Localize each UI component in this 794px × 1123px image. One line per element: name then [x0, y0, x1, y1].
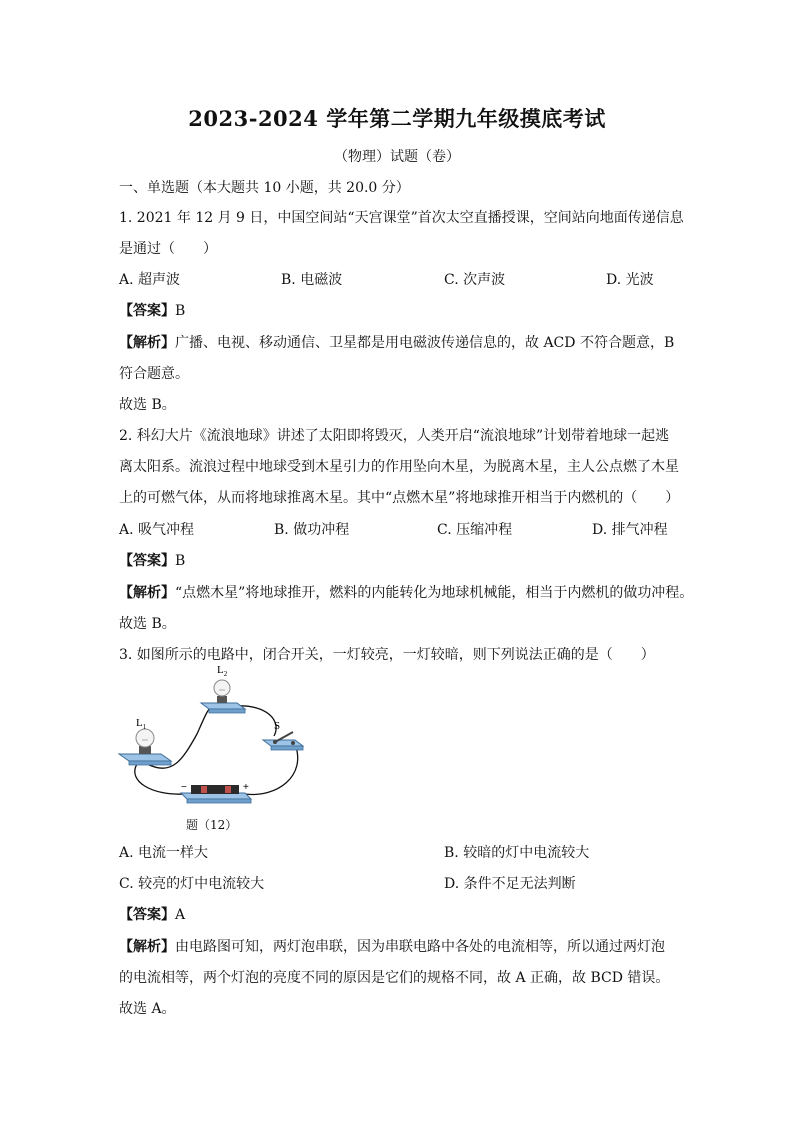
figure-caption: 题（12） [186, 818, 238, 832]
wire-switch-to-battery [245, 744, 298, 794]
q1-stem-line1: 1. 2021 年 12 月 9 日，中国空间站“天宫课堂”首次太空直播授课，空间站向地面传递信息 [119, 210, 684, 226]
label-l2: $L_2$ [217, 666, 228, 678]
battery-minus: − [181, 782, 187, 793]
answer-tag: 【答案】 [119, 303, 175, 319]
answer-tag: 【答案】 [119, 907, 175, 923]
circuit-diagram [117, 666, 307, 816]
q2-option-a: A. 吸气冲程 [119, 522, 195, 538]
q3-option-c: C. 较亮的灯中电流较大 [119, 876, 265, 892]
q1-stem-line2: 是通过（ ） [119, 241, 217, 257]
q2-analysis-line1 [119, 582, 693, 602]
answer-value: A [175, 907, 186, 923]
switch-s [263, 732, 303, 750]
analysis-text: “点燃木星”将地球推开，燃料的内能转化为地球机械能，相当于内燃机的做功冲程。 [175, 585, 694, 601]
q1-conclusion: 故选 B。 [119, 397, 176, 413]
q2-stem-line1: 2. 科幻大片《流浪地球》讲述了太阳即将毁灭，人类开启“流浪地球”计划带着地球一起逃 [119, 428, 670, 444]
answer-value: B [175, 303, 186, 319]
q1-option-b: B. 电磁波 [281, 272, 343, 288]
q3-answer [119, 904, 185, 924]
analysis-tag: 【解析】 [119, 335, 175, 351]
battery-plus: + [243, 782, 249, 793]
q3-stem-line1: 3. 如图所示的电路中，闭合开关，一灯较亮，一灯较暗，则下列说法正确的是（ ） [119, 647, 655, 663]
battery [181, 785, 251, 803]
q3-option-d: D. 条件不足无法判断 [444, 876, 576, 892]
analysis-tag: 【解析】 [119, 939, 175, 955]
q1-analysis-line1 [119, 332, 674, 352]
q1-analysis-line2: 符合题意。 [119, 366, 189, 382]
q3-conclusion: 故选 A。 [119, 1001, 176, 1017]
q2-stem-line2: 离太阳系。流浪过程中地球受到木星引力的作用坠向木星，为脱离木星，主人公点燃了木星 [119, 459, 679, 475]
label-l1: $L_1$ [136, 717, 147, 731]
page-subtitle: （物理）试题（卷） [334, 149, 460, 165]
q2-conclusion: 故选 B。 [119, 616, 176, 632]
q1-answer [119, 300, 185, 320]
label-s: S [274, 720, 281, 732]
section-heading: 一、单选题（本大题共 10 小题，共 20.0 分） [119, 180, 410, 196]
circuit-figure [117, 666, 307, 836]
q3-analysis-line1 [119, 936, 665, 956]
analysis-text: 广播、电视、移动通信、卫星都是用电磁波传递信息的，故 ACD 不符合题意，B [175, 335, 675, 351]
q2-option-c: C. 压缩冲程 [437, 522, 513, 538]
analysis-tag: 【解析】 [119, 585, 175, 601]
q2-stem-line3: 上的可燃气体，从而将地球推离木星。其中“点燃木星”将地球推开相当于内燃机的（ ） [119, 490, 680, 506]
answer-tag: 【答案】 [119, 553, 175, 569]
q1-option-c: C. 次声波 [444, 272, 506, 288]
lamp-l2 [201, 680, 245, 713]
page-title: 2023-2024 学年第二学期九年级摸底考试 [188, 106, 606, 131]
q1-option-a: A. 超声波 [119, 272, 181, 288]
q3-option-b: B. 较暗的灯中电流较大 [444, 845, 590, 861]
q3-option-a: A. 电流一样大 [119, 845, 209, 861]
q2-answer [119, 550, 185, 570]
q3-analysis-line2: 的电流相等，两个灯泡的亮度不同的原因是它们的规格不同，故 A 正确，故 BCD 错误。 [119, 970, 670, 986]
lamp-l1 [119, 729, 171, 765]
q1-option-d: D. 光波 [606, 272, 654, 288]
q2-option-d: D. 排气冲程 [592, 522, 668, 538]
analysis-text: 由电路图可知，两灯泡串联，因为串联电路中各处的电流相等，所以通过两灯泡 [175, 939, 665, 955]
answer-value: B [175, 553, 186, 569]
q2-option-b: B. 做功冲程 [274, 522, 350, 538]
